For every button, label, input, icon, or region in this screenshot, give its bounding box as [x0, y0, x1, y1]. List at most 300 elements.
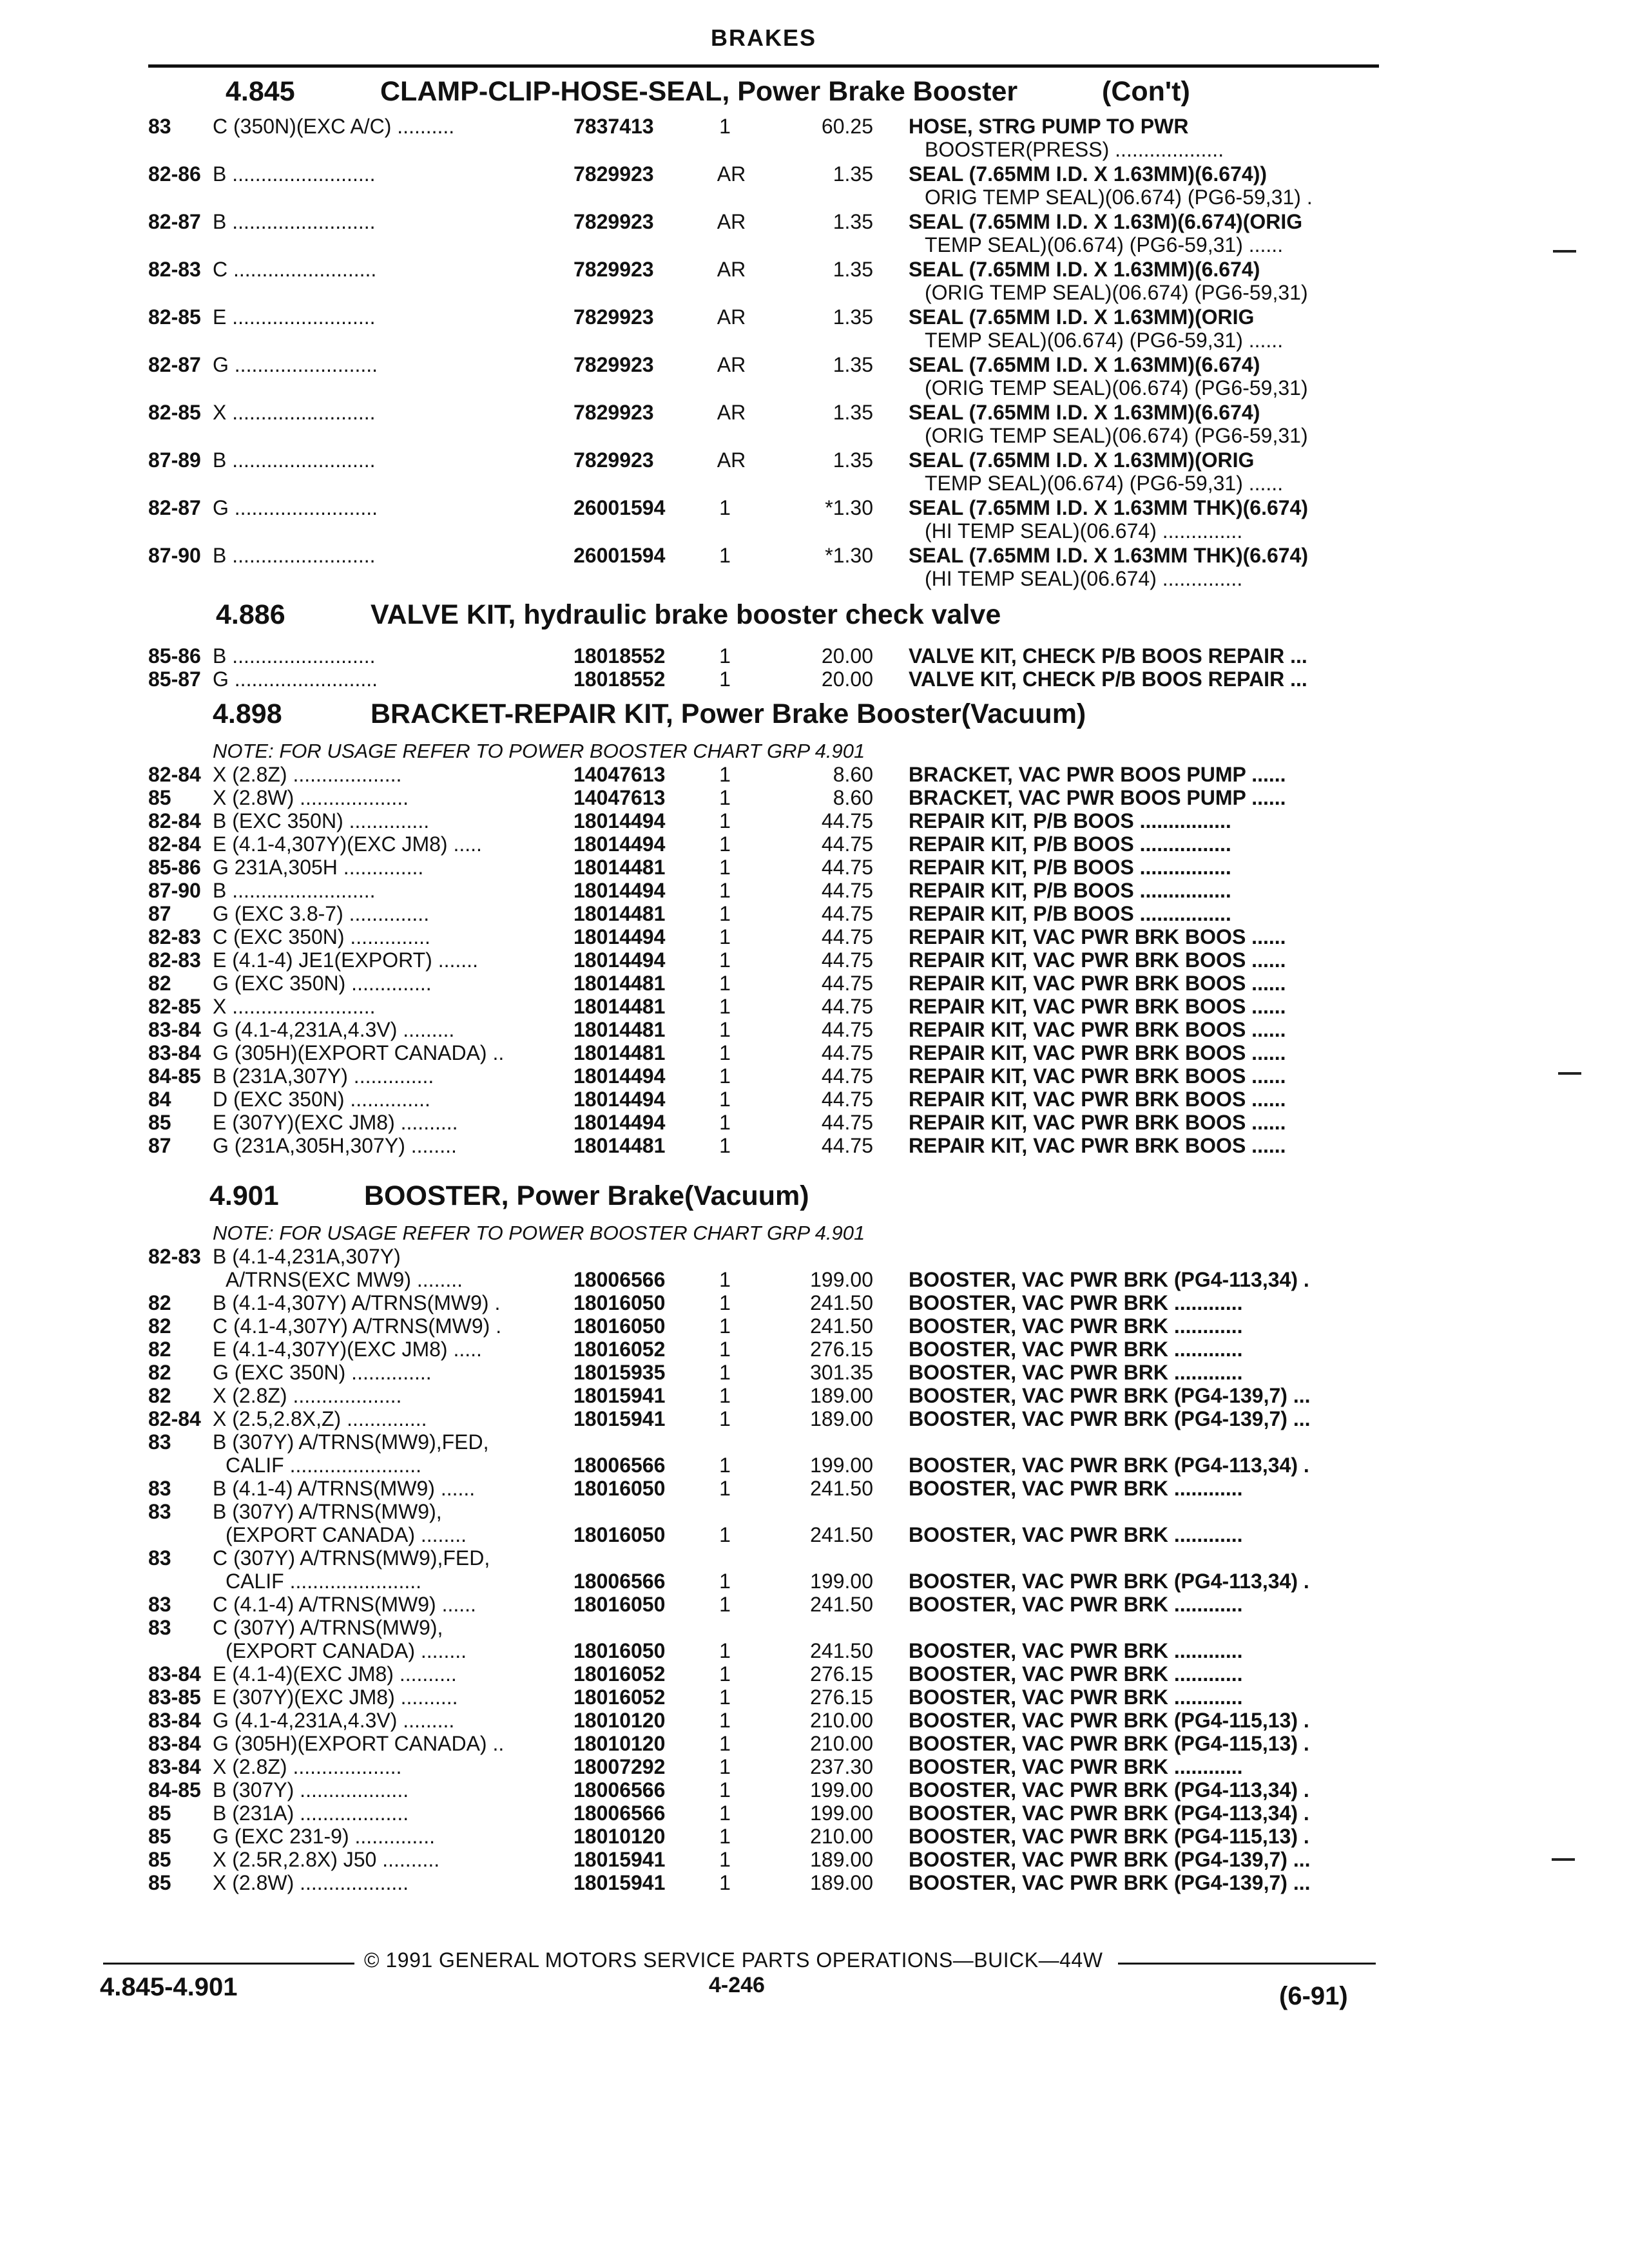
model-years: 83-84 — [148, 1732, 201, 1755]
model-years: 83-84 — [148, 1662, 201, 1686]
quantity: 1 — [719, 1064, 731, 1088]
parts-row — [0, 1871, 1629, 1894]
parts-row — [0, 1686, 1629, 1709]
model-years: 82 — [148, 1338, 171, 1361]
model-years: 84 — [148, 1088, 171, 1111]
application-description: B (EXC 350N) .............. — [213, 809, 430, 832]
part-name-cont: BOOSTER(PRESS) ................... — [925, 138, 1224, 161]
application-description: B (4.1-4) A/TRNS(MW9) ...... — [213, 1477, 476, 1500]
parts-row — [0, 1662, 1629, 1686]
model-years: 85 — [148, 1111, 171, 1134]
parts-row — [0, 353, 1629, 399]
model-years: 83 — [148, 1546, 171, 1570]
quantity: 1 — [719, 1755, 731, 1778]
list-price: 1.35 — [833, 305, 873, 329]
list-price: 301.35 — [810, 1361, 873, 1384]
part-name: REPAIR KIT, P/B BOOS ................ — [909, 856, 1231, 879]
usage-note: NOTE: FOR USAGE REFER TO POWER BOOSTER CHART GRP 4.901 — [213, 1222, 865, 1244]
quantity: 1 — [719, 1338, 731, 1361]
part-number: 7829923 — [574, 353, 654, 376]
list-price: 20.00 — [821, 644, 873, 668]
part-number: 18016052 — [574, 1338, 666, 1361]
part-number: 7829923 — [574, 401, 654, 424]
quantity: 1 — [719, 1384, 731, 1407]
parts-row — [0, 1500, 1629, 1546]
part-name: BOOSTER, VAC PWR BRK (PG4-113,34) . — [909, 1454, 1309, 1477]
section-title: BOOSTER, Power Brake(Vacuum) — [364, 1180, 809, 1211]
parts-row — [0, 1477, 1629, 1500]
part-name: BOOSTER, VAC PWR BRK (PG4-139,7) ... — [909, 1871, 1311, 1894]
list-price: 276.15 — [810, 1338, 873, 1361]
part-number: 18016052 — [574, 1686, 666, 1709]
parts-row — [0, 1384, 1629, 1407]
list-price: 241.50 — [810, 1523, 873, 1546]
quantity: 1 — [719, 1268, 731, 1291]
part-name: BRACKET, VAC PWR BOOS PUMP ...... — [909, 786, 1286, 809]
list-price: 44.75 — [821, 995, 873, 1018]
list-price: 44.75 — [821, 1088, 873, 1111]
model-years: 82-86 — [148, 162, 201, 186]
model-years: 82 — [148, 972, 171, 995]
list-price: 8.60 — [833, 786, 873, 809]
list-price: 199.00 — [810, 1778, 873, 1802]
part-name-cont: ORIG TEMP SEAL)(06.674) (PG6-59,31) . — [925, 186, 1313, 209]
model-years: 83-84 — [148, 1755, 201, 1778]
application-description: G 231A,305H .............. — [213, 856, 424, 879]
quantity: 1 — [719, 1709, 731, 1732]
footer-date: (6-91) — [1279, 1982, 1348, 2010]
part-name: BOOSTER, VAC PWR BRK ............ — [909, 1755, 1243, 1778]
application-description: G (4.1-4,231A,4.3V) ......... — [213, 1709, 455, 1732]
application-description: G (EXC 231-9) .............. — [213, 1825, 435, 1848]
part-number: 26001594 — [574, 496, 666, 519]
list-price: 44.75 — [821, 809, 873, 832]
model-years: 82-83 — [148, 948, 201, 972]
quantity: 1 — [719, 668, 731, 691]
part-name: REPAIR KIT, VAC PWR BRK BOOS ...... — [909, 925, 1286, 948]
quantity: AR — [717, 401, 746, 424]
application-description: X (2.8W) ................... — [213, 1871, 409, 1894]
application-description: B (307Y) A/TRNS(MW9),FED, — [213, 1430, 489, 1454]
part-number: 18006566 — [574, 1802, 666, 1825]
quantity: 1 — [719, 1018, 731, 1041]
application-description: B (4.1-4,307Y) A/TRNS(MW9) . — [213, 1291, 501, 1314]
application-description: B ......................... — [213, 210, 376, 233]
application-description: E (4.1-4,307Y)(EXC JM8) ..... — [213, 832, 482, 856]
parts-row — [0, 1778, 1629, 1802]
section-title: BRACKET-REPAIR KIT, Power Brake Booster(Vacuum) — [371, 698, 1086, 729]
quantity: 1 — [719, 1454, 731, 1477]
parts-row — [0, 1593, 1629, 1616]
model-years: 87 — [148, 1134, 171, 1157]
list-price: 210.00 — [810, 1732, 873, 1755]
application-description: G ......................... — [213, 668, 378, 691]
application-description: B (231A,307Y) .............. — [213, 1064, 434, 1088]
part-name: BOOSTER, VAC PWR BRK ............ — [909, 1686, 1243, 1709]
quantity: 1 — [719, 948, 731, 972]
application-description: X (2.5,2.8X,Z) .............. — [213, 1407, 427, 1430]
application-description: B (4.1-4,231A,307Y) — [213, 1245, 401, 1268]
parts-row — [0, 210, 1629, 256]
quantity: 1 — [719, 1570, 731, 1593]
application-description: E (307Y)(EXC JM8) .......... — [213, 1111, 458, 1134]
quantity: 1 — [719, 644, 731, 668]
parts-row — [0, 1291, 1629, 1314]
list-price: *1.30 — [825, 496, 873, 519]
list-price: 44.75 — [821, 925, 873, 948]
quantity: 1 — [719, 1871, 731, 1894]
list-price: 199.00 — [810, 1802, 873, 1825]
part-number: 18014494 — [574, 832, 666, 856]
model-years: 84-85 — [148, 1064, 201, 1088]
part-number: 7829923 — [574, 448, 654, 472]
application-description: B ......................... — [213, 644, 376, 668]
model-years: 87-90 — [148, 544, 201, 567]
part-name: BOOSTER, VAC PWR BRK ............ — [909, 1523, 1243, 1546]
parts-row — [0, 925, 1629, 948]
model-years: 83 — [148, 1500, 171, 1523]
list-price: 199.00 — [810, 1268, 873, 1291]
part-name: BOOSTER, VAC PWR BRK (PG4-113,34) . — [909, 1778, 1309, 1802]
part-name: BOOSTER, VAC PWR BRK ............ — [909, 1361, 1243, 1384]
list-price: 44.75 — [821, 902, 873, 925]
part-name: REPAIR KIT, VAC PWR BRK BOOS ...... — [909, 1041, 1286, 1064]
part-name-cont: TEMP SEAL)(06.674) (PG6-59,31) ...... — [925, 233, 1284, 256]
list-price: 20.00 — [821, 668, 873, 691]
application-description: B ......................... — [213, 162, 376, 186]
part-name-cont: (ORIG TEMP SEAL)(06.674) (PG6-59,31) — [925, 376, 1308, 399]
part-number: 18016050 — [574, 1593, 666, 1616]
application-description-cont: (EXPORT CANADA) ........ — [226, 1639, 467, 1662]
application-description: B (307Y) ................... — [213, 1778, 409, 1802]
part-name: SEAL (7.65MM I.D. X 1.63M)(6.674)(ORIG — [909, 210, 1303, 233]
part-name: REPAIR KIT, P/B BOOS ................ — [909, 879, 1231, 902]
list-price: 1.35 — [833, 210, 873, 233]
quantity: AR — [717, 162, 746, 186]
part-number: 18014494 — [574, 1064, 666, 1088]
quantity: 1 — [719, 1732, 731, 1755]
part-number: 18007292 — [574, 1755, 666, 1778]
parts-row — [0, 1802, 1629, 1825]
model-years: 82-84 — [148, 763, 201, 786]
list-price: 241.50 — [810, 1593, 873, 1616]
quantity: 1 — [719, 1639, 731, 1662]
application-description: G ......................... — [213, 353, 378, 376]
application-description: X (2.8Z) ................... — [213, 763, 402, 786]
model-years: 82 — [148, 1291, 171, 1314]
list-price: 189.00 — [810, 1848, 873, 1871]
part-name: VALVE KIT, CHECK P/B BOOS REPAIR ... — [909, 644, 1307, 668]
part-name: VALVE KIT, CHECK P/B BOOS REPAIR ... — [909, 668, 1307, 691]
part-number: 18016050 — [574, 1523, 666, 1546]
quantity: 1 — [719, 1041, 731, 1064]
part-name: REPAIR KIT, P/B BOOS ................ — [909, 832, 1231, 856]
parts-row — [0, 1732, 1629, 1755]
part-number: 7829923 — [574, 258, 654, 281]
model-years: 82-85 — [148, 401, 201, 424]
margin-mark — [1552, 1858, 1575, 1861]
application-description: G (305H)(EXPORT CANADA) .. — [213, 1732, 505, 1755]
quantity: 1 — [719, 115, 731, 138]
section-title: CLAMP-CLIP-HOSE-SEAL, Power Brake Booster — [380, 76, 1018, 107]
application-description: C (350N)(EXC A/C) .......... — [213, 115, 455, 138]
application-description: E (4.1-4,307Y)(EXC JM8) ..... — [213, 1338, 482, 1361]
part-name-cont: (ORIG TEMP SEAL)(06.674) (PG6-59,31) — [925, 424, 1308, 447]
part-name: SEAL (7.65MM I.D. X 1.63MM)(6.674) — [909, 258, 1260, 281]
quantity: 1 — [719, 1662, 731, 1686]
part-name: BOOSTER, VAC PWR BRK (PG4-115,13) . — [909, 1709, 1309, 1732]
part-number: 7829923 — [574, 210, 654, 233]
part-name: REPAIR KIT, P/B BOOS ................ — [909, 809, 1231, 832]
list-price: 241.50 — [810, 1291, 873, 1314]
application-description: E (307Y)(EXC JM8) .......... — [213, 1686, 458, 1709]
model-years: 82-87 — [148, 496, 201, 519]
application-description: B ......................... — [213, 879, 376, 902]
model-years: 85 — [148, 1802, 171, 1825]
quantity: 1 — [719, 1314, 731, 1338]
application-description: C (307Y) A/TRNS(MW9),FED, — [213, 1546, 490, 1570]
application-description: C (307Y) A/TRNS(MW9), — [213, 1616, 443, 1639]
quantity: 1 — [719, 1134, 731, 1157]
part-name-cont: TEMP SEAL)(06.674) (PG6-59,31) ...... — [925, 329, 1284, 352]
quantity: 1 — [719, 1088, 731, 1111]
parts-row — [0, 948, 1629, 972]
list-price: 44.75 — [821, 1111, 873, 1134]
list-price: 276.15 — [810, 1686, 873, 1709]
section-number: 4.898 — [213, 698, 282, 729]
application-description: X (2.8Z) ................... — [213, 1755, 402, 1778]
quantity: 1 — [719, 1361, 731, 1384]
application-description: G (EXC 350N) .............. — [213, 972, 432, 995]
part-name: REPAIR KIT, VAC PWR BRK BOOS ...... — [909, 995, 1286, 1018]
part-number: 7829923 — [574, 305, 654, 329]
part-name: SEAL (7.65MM I.D. X 1.63MM)(6.674) — [909, 401, 1260, 424]
parts-row — [0, 832, 1629, 856]
part-number: 18018552 — [574, 644, 666, 668]
list-price: 241.50 — [810, 1639, 873, 1662]
part-name: REPAIR KIT, VAC PWR BRK BOOS ...... — [909, 1134, 1286, 1157]
parts-row — [0, 1314, 1629, 1338]
quantity: 1 — [719, 1802, 731, 1825]
quantity: 1 — [719, 879, 731, 902]
model-years: 83 — [148, 1430, 171, 1454]
model-years: 82 — [148, 1314, 171, 1338]
part-number: 18010120 — [574, 1825, 666, 1848]
list-price: 241.50 — [810, 1477, 873, 1500]
parts-row — [0, 879, 1629, 902]
model-years: 87-90 — [148, 879, 201, 902]
model-years: 83 — [148, 1593, 171, 1616]
parts-row — [0, 401, 1629, 447]
quantity: 1 — [719, 902, 731, 925]
application-description: D (EXC 350N) .............. — [213, 1088, 430, 1111]
part-number: 18016050 — [574, 1314, 666, 1338]
part-name: SEAL (7.65MM I.D. X 1.63MM)(6.674) — [909, 353, 1260, 376]
application-description-cont: CALIF ....................... — [226, 1454, 422, 1477]
parts-row — [0, 1546, 1629, 1593]
application-description: E (4.1-4) JE1(EXPORT) ....... — [213, 948, 478, 972]
application-description: B ......................... — [213, 544, 376, 567]
list-price: 199.00 — [810, 1570, 873, 1593]
part-name-cont: (ORIG TEMP SEAL)(06.674) (PG6-59,31) — [925, 281, 1308, 304]
part-number: 18006566 — [574, 1268, 666, 1291]
parts-row — [0, 1407, 1629, 1430]
model-years: 82-87 — [148, 210, 201, 233]
page-header-title: BRAKES — [710, 24, 816, 51]
quantity: 1 — [719, 1111, 731, 1134]
parts-row — [0, 1430, 1629, 1477]
part-name: BOOSTER, VAC PWR BRK ............ — [909, 1338, 1243, 1361]
part-name: BRACKET, VAC PWR BOOS PUMP ...... — [909, 763, 1286, 786]
list-price: 276.15 — [810, 1662, 873, 1686]
usage-note: NOTE: FOR USAGE REFER TO POWER BOOSTER CHART GRP 4.901 — [213, 740, 865, 762]
part-name: BOOSTER, VAC PWR BRK (PG4-139,7) ... — [909, 1407, 1311, 1430]
part-number: 18015941 — [574, 1871, 666, 1894]
list-price: 241.50 — [810, 1314, 873, 1338]
model-years: 84-85 — [148, 1778, 201, 1802]
parts-row — [0, 763, 1629, 786]
parts-row — [0, 544, 1629, 590]
model-years: 82-84 — [148, 832, 201, 856]
quantity: 1 — [719, 972, 731, 995]
section-title: VALVE KIT, hydraulic brake booster check valve — [371, 599, 1001, 630]
application-description: X (2.8W) ................... — [213, 786, 409, 809]
parts-row — [0, 258, 1629, 304]
part-number: 18015941 — [574, 1848, 666, 1871]
list-price: 1.35 — [833, 401, 873, 424]
list-price: 1.35 — [833, 162, 873, 186]
quantity: 1 — [719, 1778, 731, 1802]
model-years: 83-85 — [148, 1686, 201, 1709]
application-description: X ......................... — [213, 995, 376, 1018]
footer-rule-left — [103, 1963, 354, 1965]
parts-row — [0, 809, 1629, 832]
model-years: 82-83 — [148, 925, 201, 948]
part-number: 18014481 — [574, 902, 666, 925]
part-number: 18016050 — [574, 1639, 666, 1662]
footer-rule-right — [1118, 1963, 1376, 1965]
parts-row — [0, 448, 1629, 495]
model-years: 85-86 — [148, 644, 201, 668]
parts-row — [0, 902, 1629, 925]
model-years: 82-84 — [148, 1407, 201, 1430]
section-number: 4.886 — [216, 599, 285, 630]
part-number: 7829923 — [574, 162, 654, 186]
quantity: 1 — [719, 925, 731, 948]
parts-row — [0, 496, 1629, 543]
footer-page-number: 4-246 — [709, 1973, 765, 1997]
list-price: 44.75 — [821, 832, 873, 856]
quantity: 1 — [719, 995, 731, 1018]
list-price: 44.75 — [821, 879, 873, 902]
list-price: 44.75 — [821, 1018, 873, 1041]
model-years: 83 — [148, 1616, 171, 1639]
part-number: 18006566 — [574, 1454, 666, 1477]
list-price: 189.00 — [810, 1407, 873, 1430]
part-number: 14047613 — [574, 763, 666, 786]
parts-row — [0, 1018, 1629, 1041]
model-years: 87 — [148, 902, 171, 925]
part-name: BOOSTER, VAC PWR BRK (PG4-115,13) . — [909, 1732, 1309, 1755]
model-years: 82-84 — [148, 809, 201, 832]
application-description: E ......................... — [213, 305, 376, 329]
part-name: BOOSTER, VAC PWR BRK ............ — [909, 1593, 1243, 1616]
quantity: 1 — [719, 763, 731, 786]
model-years: 85 — [148, 786, 171, 809]
part-name: BOOSTER, VAC PWR BRK ............ — [909, 1314, 1243, 1338]
application-description: B ......................... — [213, 448, 376, 472]
application-description: B (231A) ................... — [213, 1802, 409, 1825]
part-name: BOOSTER, VAC PWR BRK ............ — [909, 1639, 1243, 1662]
model-years: 85-86 — [148, 856, 201, 879]
parts-row — [0, 1134, 1629, 1157]
part-number: 18014481 — [574, 1018, 666, 1041]
section-number: 4.901 — [209, 1180, 279, 1211]
part-name: REPAIR KIT, VAC PWR BRK BOOS ...... — [909, 1018, 1286, 1041]
application-description: G (231A,305H,307Y) ........ — [213, 1134, 457, 1157]
application-description: B (307Y) A/TRNS(MW9), — [213, 1500, 442, 1523]
part-number: 18010120 — [574, 1732, 666, 1755]
part-name: SEAL (7.65MM I.D. X 1.63MM THK)(6.674) — [909, 496, 1308, 519]
part-name: REPAIR KIT, VAC PWR BRK BOOS ...... — [909, 972, 1286, 995]
application-description: C (EXC 350N) .............. — [213, 925, 430, 948]
list-price: 44.75 — [821, 1064, 873, 1088]
list-price: 8.60 — [833, 763, 873, 786]
quantity: AR — [717, 305, 746, 329]
list-price: 44.75 — [821, 856, 873, 879]
application-description: C (4.1-4,307Y) A/TRNS(MW9) . — [213, 1314, 502, 1338]
part-number: 18014494 — [574, 1088, 666, 1111]
parts-row — [0, 115, 1629, 161]
parts-row — [0, 786, 1629, 809]
part-number: 18016050 — [574, 1291, 666, 1314]
section-continued: (Con't) — [1102, 76, 1190, 107]
part-number: 18014494 — [574, 809, 666, 832]
list-price: 60.25 — [821, 115, 873, 138]
part-number: 18018552 — [574, 668, 666, 691]
list-price: *1.30 — [825, 544, 873, 567]
application-description: E (4.1-4)(EXC JM8) .......... — [213, 1662, 457, 1686]
part-number: 18010120 — [574, 1709, 666, 1732]
section-number: 4.845 — [226, 76, 295, 107]
application-description: G ......................... — [213, 496, 378, 519]
model-years: 82-85 — [148, 305, 201, 329]
part-number: 18016052 — [574, 1662, 666, 1686]
quantity: 1 — [719, 1848, 731, 1871]
quantity: 1 — [719, 1477, 731, 1500]
part-name: BOOSTER, VAC PWR BRK ............ — [909, 1662, 1243, 1686]
parts-row — [0, 1709, 1629, 1732]
model-years: 82-85 — [148, 995, 201, 1018]
part-number: 14047613 — [574, 786, 666, 809]
part-number: 18014494 — [574, 879, 666, 902]
part-number: 18014494 — [574, 948, 666, 972]
margin-mark — [1553, 250, 1576, 253]
list-price: 1.35 — [833, 353, 873, 376]
application-description: X (2.5R,2.8X) J50 .......... — [213, 1848, 440, 1871]
model-years: 83-84 — [148, 1709, 201, 1732]
parts-row — [0, 644, 1629, 668]
part-name: REPAIR KIT, VAC PWR BRK BOOS ...... — [909, 1088, 1286, 1111]
list-price: 210.00 — [810, 1709, 873, 1732]
parts-row — [0, 1848, 1629, 1871]
model-years: 83 — [148, 1477, 171, 1500]
parts-row — [0, 1616, 1629, 1662]
model-years: 85-87 — [148, 668, 201, 691]
parts-row — [0, 1064, 1629, 1088]
parts-row — [0, 1245, 1629, 1291]
quantity: 1 — [719, 1407, 731, 1430]
